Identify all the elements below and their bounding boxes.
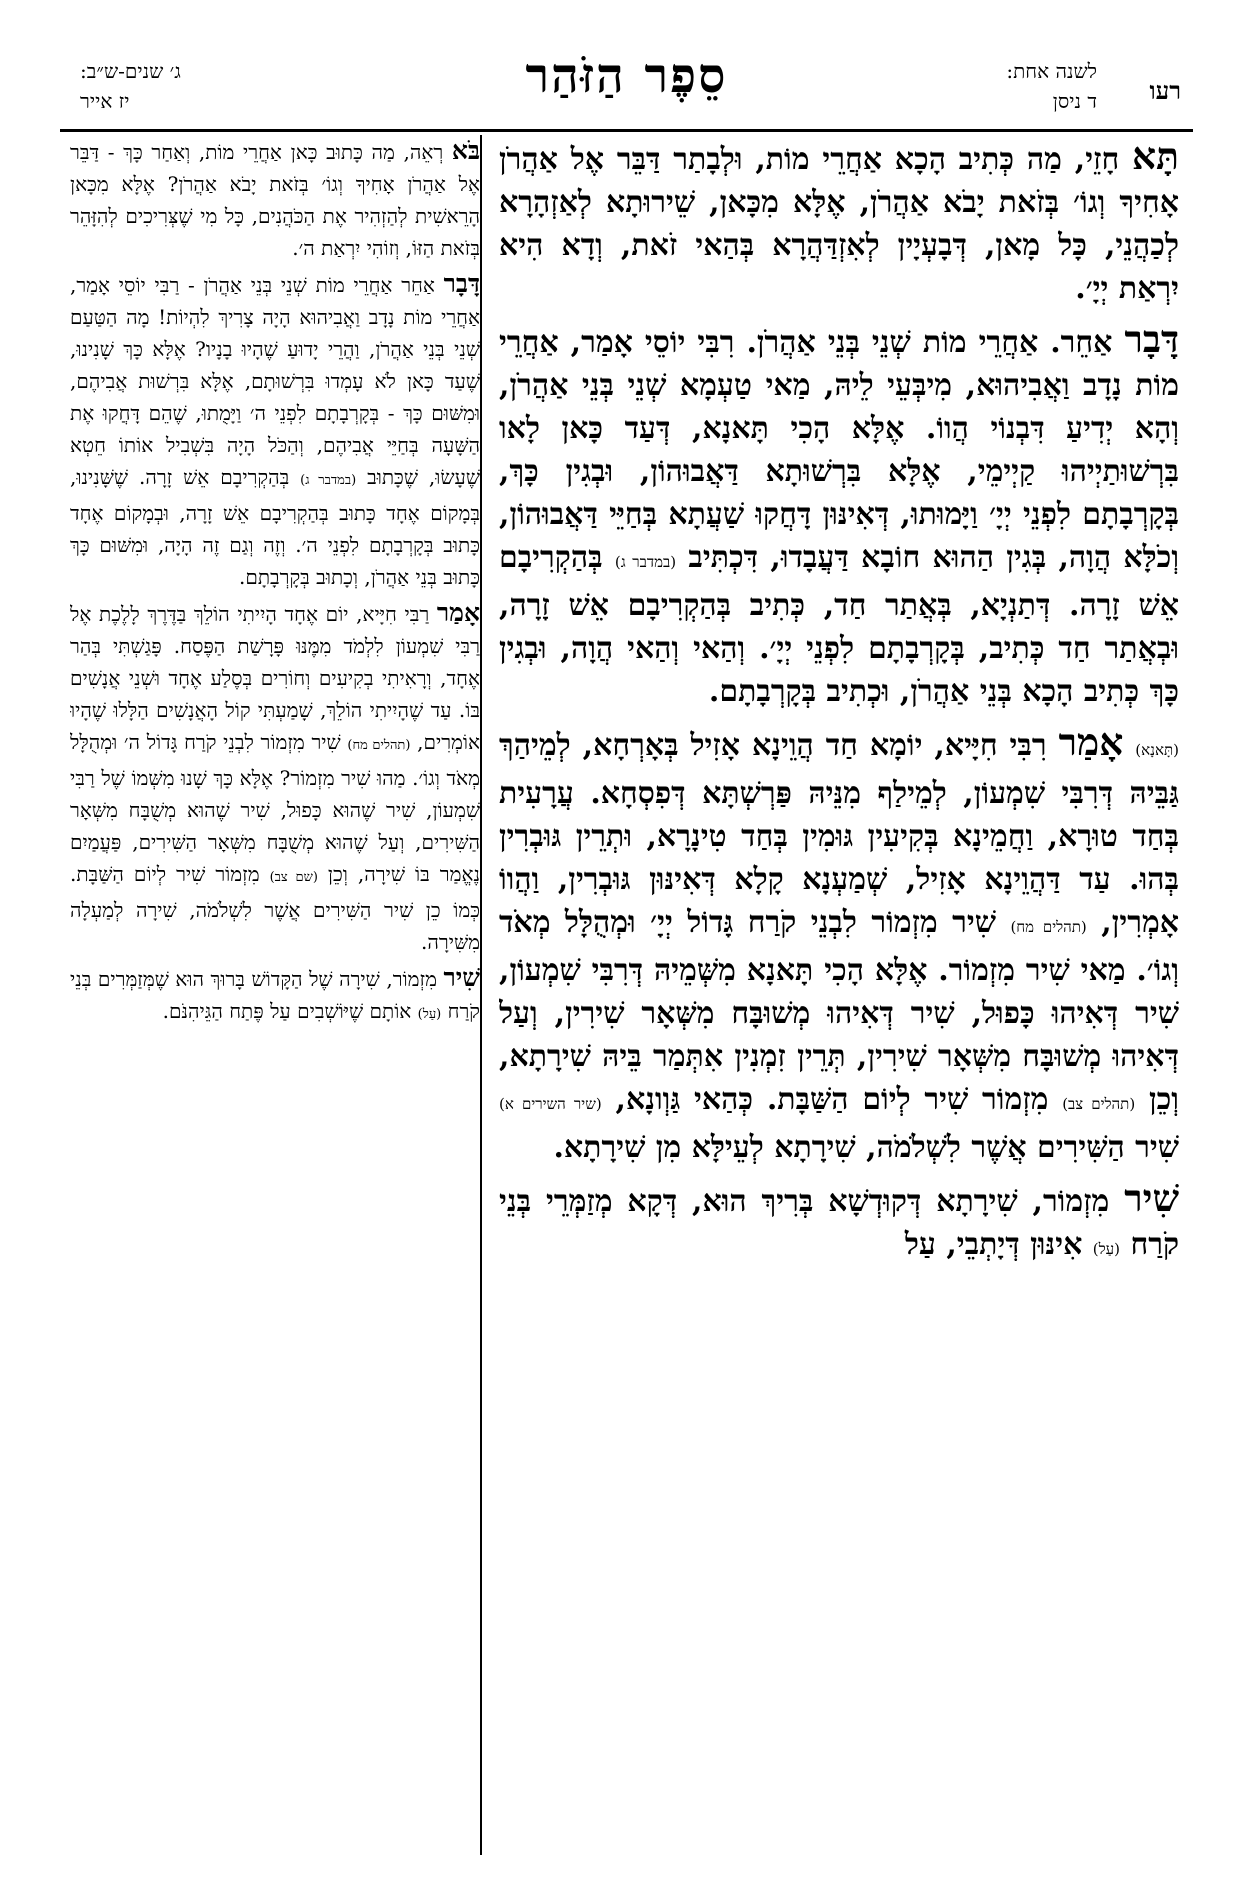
verse-reference: (שיר השירים א) (499, 1095, 602, 1113)
schedule-one-year-date: ד ניסן (1052, 89, 1097, 113)
paragraph-text: רַבִּי חִיָּיא, יוֹם אֶחָד הָיִיתִי הוֹלֵךְ בַּדֶּרֶךְ לָלֶכֶת אֶל רַבִּי שִׁמְעוֹן לִלְמֹד מִמֶּנּוּ פָּרָשַׁת הַפֶּסַח. פָּגַשְׁתִּי בְּהַר אֶחָד, וְרָאִיתִי בְקִיעִים וְחוֹרִים בְּסֶלַע אֶחָד וּשְׁנֵי אֲנָשִׁים בּוֹ. עַד שֶׁהָיִיתִי הוֹלֵךְ, שָׁמַעְתִּי קוֹל הָאֲנָשִׁים הַלָּלוּ שֶׁהָיוּ אוֹמְרִים, (70, 602, 480, 754)
header-rule (60, 129, 1193, 132)
verse-reference: (תהלים צב) (1062, 1095, 1136, 1113)
verse-reference: (במדבר ג) (300, 473, 357, 488)
verse-reference: (תהלים מח) (1010, 918, 1087, 936)
schedule-one-year-label: לשנה אחת: (1006, 59, 1097, 83)
paragraph-text: מִזְמוֹר, שִׁירָה שֶׁל הַקָּדוֹשׁ בָּרוּךְ הוּא שֶׁמְּזַמְּרִים בְּנֵי קֹרַח (70, 967, 480, 1023)
page-header (60, 40, 1193, 130)
paragraph-text: אַחֵר אַחֲרֵי מוֹת שְׁנֵי בְּנֵי אַהֲרֹן - רַבִּי יוֹסֵי אָמַר, אַחֲרֵי מוֹת נָדָב וַאֲבִיהוּא הָיָה צָרִיךְ לִהְיוֹת! מָה הַטַּעַם שְׁנֵי בְּנֵי אַהֲרֹן, וַהֲרֵי יָדוּעַ שֶׁהָיוּ בָנָיו? אֶלָּא כָּךְ שָׁנִינוּ, שֶׁעַד כָּאן לֹא עָמְדוּ בִּרְשׁוּתָם, אֶלָּא בִּרְשׁוּת אֲבִיהֶם, וּמִשּׁוּם כָּךְ - בְּקָרְבָתָם לִפְנֵי ה׳ וַיָּמֻתוּ, שֶׁהֵם דָּחֲקוּ אֶת הַשָּׁעָה בְּחַיֵּי אֲבִיהֶם, וְהַכֹּל הָיָה בִּשְׁבִיל אוֹתוֹ חֵטְא שֶׁעָשׂוּ, שֶׁכָּתוּב (70, 273, 480, 489)
paragraph-lead-word: תָּא (1132, 135, 1179, 178)
paragraph-text: חָזֵי, מַה כְּתִיב הָכָא אַחֲרֵי מוֹת, וּלְבָתַר דַּבֵּר אֶל אַהֲרֹן אָחִיךָ וְגוֹ׳ בְּזֹאת יָבֹא אַהֲרֹן, אֶלָּא מִכָּאן, שֵׁירוּתָא לְאַזְהָרָא לְכַהֲנֵי, כָּל מָאן, דְּבָעְיָין לְאִזְדַּהֲרָא בְּהַאי זֹאת, וְדָא הִיא יִרְאַת יְיָ׳. (499, 142, 1179, 306)
paragraph-text: מִזְמוֹר שִׁיר לְיוֹם הַשַּׁבָּת. כְּהַאי גַּוְונָא, (615, 1082, 1049, 1117)
verse-reference: (עַל) (417, 1007, 442, 1022)
paragraph-text: שִׁיר מִזְמוֹר לִבְנֵי קֹרַח גָּדוֹל יְיָ׳ וּמְהֻלָּל מְאֹד וְגוֹ׳. מַאי שִׁיר מִזְמוֹר. אֶלָּא הָכִי תָּאנָא מִשְּׁמֵיהּ דְּרִבִּי שִׁמְעוֹן, שִׁיר דְּאִיהוּ כָּפוּל, שִׁיר דְּאִיהוּ מְשׁוּבָּח מִשְּׁאָר שִׁירִין, וְעַל דְּאִיהוּ מְשׁוּבָּח מִשְּׁאָר שִׁירִין, תְּרֵין זִמְנִין אִתְּמַר בֵּיהּ שִׁירָתָא, וְכֵן (499, 905, 1179, 1117)
paragraph-lead-word: שִׁיר (443, 963, 480, 992)
paragraph-lead-word: שִׁיר (1124, 1176, 1179, 1220)
main-paragraph (499, 135, 1179, 310)
paragraph-text: רְאֵה, מַה כָּתוּב כָּאן אַחֲרֵי מוֹת, וְאַחַר כָּךְ - דַּבֵּר אֶל אַהֲרֹן אָחִיךָ וְגוֹ׳ בְּזֹאת יָבֹא אַהֲרֹן? אֶלָּא מִכָּאן הָרֵאשִׁית לְהַזְהִיר אֶת הַכֹּהֲנִים, כָּל מִי שֶׁצְּרִיכִים לְהִזָּהֵר בְּזֹאת הַזּוֹ, וְזוֹהִי יִרְאַת ה׳. (70, 140, 480, 260)
verse-reference: (עַל) (1092, 1240, 1120, 1258)
study-schedule-left (80, 56, 181, 116)
main-paragraph (499, 1177, 1179, 1271)
verse-reference: (שם צב) (269, 870, 318, 885)
paragraph-lead-word: אָמַר (436, 598, 480, 627)
paragraph-lead-word: אָמַר (1058, 720, 1124, 764)
paragraph-text: אוֹתָם שֶׁיּוֹשְׁבִים עַל פֶּתַח הַגֵּיהִנֹּם. (162, 999, 412, 1023)
paragraph-text: שִׁיר מִזְמוֹר לִבְנֵי קֹרַח גָּדוֹל ה׳ וּמְהֻלָּל מְאֹד וְגוֹ׳. מַהוּ שִׁיר מִזְמוֹר? אֶלָּא כָּךְ שָׁנוּ מִשְּׁמוֹ שֶׁל רַבִּי שִׁמְעוֹן, שִׁיר שֶׁהוּא כָּפוּל, שִׁיר שֶׁהוּא מְשֻׁבָּח מִשְּׁאָר הַשִּׁירִים, וְעַל שֶׁהוּא מְשֻׁבָּח מִשְּׁאָר הַשִּׁירִים, פַּעֲמַיִם נֶאֱמַר בּוֹ שִׁירָה, וְכֵן (70, 730, 480, 886)
side-paragraph (70, 962, 480, 1031)
schedule-three-year-label: ג׳ שנים-ש״ב: (80, 59, 181, 83)
paragraph-text: אַחֵר. אַחֲרֵי מוֹת שְׁנֵי בְּנֵי אַהֲרֹן. רִבִּי יוֹסֵי אָמַר, אַחֲרֵי מוֹת נָדָב וַאֲבִיהוּא, מִיבְּעֵי לֵיהּ, מַאי טַעְמָא שְׁנֵי בְּנֵי אַהֲרֹן, וְהָא יְדִיעַ דִּבְנוֹי הֲווֹ. אֶלָּא הָכִי תָּאנָא, דְּעַד כָּאן לָאו בִּרְשׁוּתַיְיהוּ קַיְימֵי, אֶלָּא בִּרְשׁוּתָא דַּאֲבוּהוֹן, וּבְגִין כָּךְ, בְּקָרְבָתָם לִפְנֵי יְיָ׳ וַיָּמוּתוּ, דְּאִינּוּן דָּחֲקוּ שַׁעֲתָא בְּחַיֵּי דַּאֲבוּהוֹן, וְכֹלָּא הֲוָה, בְּגִין הַהוּא חוֹבָא דַּעֲבָדוּ, דִּכְתִּיב (499, 325, 1179, 575)
paragraph-text: בְּהַקְרִיבָם אֵשׁ זָרָה. שֶׁשָּׁנִינוּ, בְּמָקוֹם אֶחָד כָּתוּב בְּהַקְרִיבָם אֵשׁ זָרָה, וּבְמָקוֹם אֶחָד כָּתוּב בְּקָרְבָתָם לִפְנֵי ה׳. וְזֶה וְגַם זֶה הָיָה, וּמִשּׁוּם כָּךְ כָּתוּב בְּנֵי אַהֲרֹן, וְכָתוּב בְּקָרְבָתָם. (70, 465, 480, 589)
paragraph-text: רִבִּי חִיָּיא, יוֹמָא חַד הֲוֵינָא אָזִיל בְּאָרְחָא, לְמֵיהַךְ גַּבֵּיהּ דְּרִבִּי שִׁמְעוֹן, לְמֵילַף מִנֵּיהּ פַּרְשְׁתָּא דְּפִסְחָא. עֲרָעִית בְּחַד טוּרָא, וַחֲמֵינָא בְּקִיעִין גּוּמִין בְּחַד טִינָרָא, וּתְרֵין גּוּבְרִין בְּהוּ. עַד דַּהֲוֵינָא אָזִיל, שְׁמַעְנָא קָלָא דְּאִינּוּן גּוּבְרִין, וַהֲווֹ אָמְרִין, (499, 728, 1179, 940)
aramaic-text-column (499, 135, 1179, 1855)
side-paragraph (70, 268, 480, 593)
paragraph-text: שִׁיר הַשִּׁירִים אֲשֶׁר לִשְׁלֹמֹה, שִׁירָתָא לְעֵילָּא מִן שִׁירָתָא. (553, 1130, 1179, 1165)
schedule-three-year-date: יז אייר (80, 89, 130, 113)
paragraph-text: מִזְמוֹר שִׁיר לְיוֹם הַשַּׁבָּת. כְּמוֹ כֵן שִׁיר הַשִּׁירִים אֲשֶׁר לִשְׁלֹמֹה, שִׁירָה לְמַעְלָה מִשִּׁירָה. (70, 862, 480, 954)
side-paragraph (70, 135, 480, 264)
column-divider (480, 135, 482, 1855)
paragraph-lead-word: בֹּא (451, 136, 480, 165)
page-number: רעו (1149, 76, 1181, 105)
paragraph-text: בְּהַקְרִיבָם אֵשׁ זָרָה. דְּתַנְיָא, בְּאֲתַר חַד, כְּתִיב בְּהַקְרִיבָם אֵשׁ זָרָה, וּבְאֲתַר חַד כְּתִיב, בְּקָרְבָתָם לִפְנֵי יְיָ׳. וְהַאי וְהַאי הֲוָה, וּבְגִין כָּךְ כְּתִיב הָכָא בְּנֵי אַהֲרֹן, וּכְתִיב בְּקָרְבָתָם. (499, 540, 1179, 709)
side-paragraph (70, 597, 480, 958)
verse-reference: (תָּאנָא) (1135, 741, 1179, 759)
main-paragraph (499, 721, 1179, 1169)
paragraph-text: מִזְמוֹר, שִׁירָתָא דְּקוּדְשָׁא בְּרִיךְ הוּא, דְּקָא מְזַמְּרֵי בְּנֵי קֹרַח (499, 1184, 1179, 1262)
verse-reference: (במדבר ג) (614, 553, 677, 571)
book-title: סֵפֶר הַזֹּהַר (525, 48, 728, 104)
paragraph-text: אִינּוּן דְּיָתְבֵי, עַל (904, 1227, 1083, 1262)
paragraph-lead-word: דָּבָר (443, 269, 480, 298)
verse-reference: (תהלים מח) (347, 738, 411, 753)
paragraph-lead-word: דָּבָר (1124, 317, 1179, 361)
main-paragraph (499, 318, 1179, 713)
hebrew-translation-column (70, 135, 480, 1855)
